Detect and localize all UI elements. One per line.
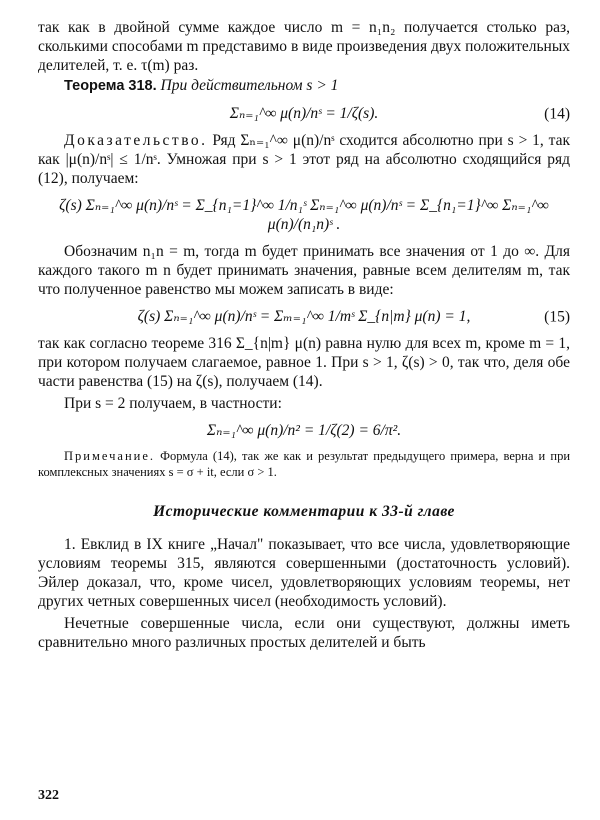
equation-14 <box>38 104 570 123</box>
equation-14-formula: Σₙ₌₁^∞ μ(n)/nˢ = 1/ζ(s). <box>229 105 379 122</box>
equation-s2-formula: Σₙ₌₁^∞ μ(n)/n² = 1/ζ(2) = 6/π². <box>206 422 402 439</box>
paragraph-s-equals-2: При s = 2 получаем, в частности: <box>64 395 282 412</box>
theorem-label: Теорема 318. <box>64 78 157 94</box>
history-paragraph-1: 1. Евклид в IX книге „Начал" показывает, что все числа, удовлетворяющие условиям теоремы 315, являются совершенными (достаточность условий). Эйлер доказал, что, кроме чисел, удовлетворяющих условиям теоремы, нет других четных совершенных чисел (необходимость условий). <box>38 536 570 610</box>
note-label: Примечание. <box>64 449 156 463</box>
equation-s2 <box>38 421 570 440</box>
paragraph-double-sum: так как в двойной сумме каждое число m = n₁n₂ получается столько раз, сколькими способами m представимо в виде произведения двух положительных делителей, т. е. τ(m) раз. <box>38 19 570 74</box>
proof-paragraph <box>38 131 570 188</box>
note-text: Формула (14), так же как и результат предыдущего примера, верна и при комплексных значениях s = σ + it, если σ > 1. <box>38 449 571 479</box>
equation-15-formula: ζ(s) Σₙ₌₁^∞ μ(n)/nˢ = Σₘ₌₁^∞ 1/mˢ Σ_{n|m} μ(n) = 1, <box>137 308 471 325</box>
paragraph-after-15: так как согласно теореме 316 Σ_{n|m} μ(n) равна нулю для всех m, кроме m = 1, при котором получаем слагаемое, равное 1. При s > 1, ζ(s) > 0, так что, деля обе части равенства (15) на ζ(s), получаем (14). <box>38 335 570 390</box>
theorem-318 <box>38 76 570 96</box>
paragraph-notation: Обозначим n₁n = m, тогда m будет принимать все значения от 1 до ∞. Для каждого такого m n будет принимать значения, равные всем делителям m, так что полученное равенство мы можем записать в виде: <box>38 243 570 298</box>
equation-product-formula: ζ(s) Σₙ₌₁^∞ μ(n)/nˢ = Σ_{n₁=1}^∞ 1/n₁ˢ Σₙ₌₁^∞ μ(n)/nˢ = Σ_{n₁=1}^∞ Σₙ₌₁^∞ μ(n)/(n₁n)ˢ . <box>59 197 549 233</box>
proof-text: Ряд Σₙ₌₁^∞ μ(n)/nˢ сходится абсолютно при s > 1, так как |μ(n)/nˢ| ≤ 1/nˢ. Умножая при s > 1 этот ряд на абсолютно сходящийся ряд (12), получаем: <box>38 132 571 187</box>
equation-15 <box>38 307 570 326</box>
history-paragraph-2: Нечетные совершенные числа, если они существуют, должны иметь сравнительно много различных простых делителей и быть <box>38 615 570 651</box>
equation-14-number: (14) <box>544 105 570 122</box>
equation-15-number: (15) <box>544 308 570 325</box>
note-paragraph <box>38 448 570 480</box>
equation-product <box>38 196 570 234</box>
page-number: 322 <box>38 788 59 803</box>
section-title: Исторические комментарии к 33-й главе <box>153 503 455 520</box>
theorem-statement: При действительном s > 1 <box>160 77 339 94</box>
proof-label: Доказательство. <box>64 132 208 149</box>
